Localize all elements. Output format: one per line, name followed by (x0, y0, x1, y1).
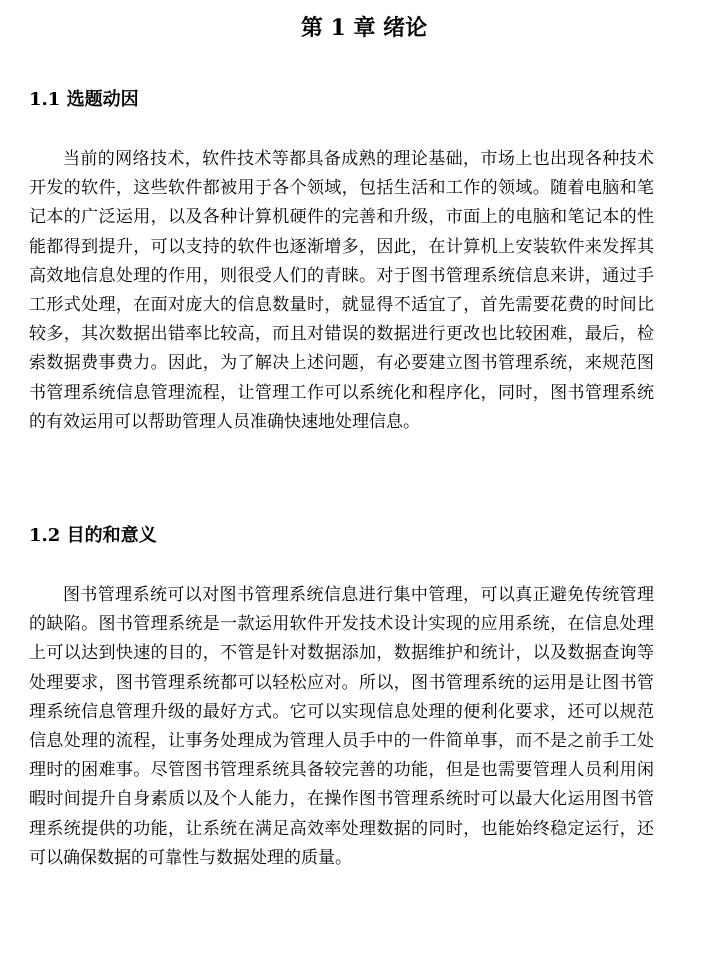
section-heading-motivation: 1.1 选题动因 (29, 89, 139, 110)
section-paragraph-purpose: 图书管理系统可以对图书管理系统信息进行集中管理，可以真正避免传统管理的缺陷。图书管理系统是一款运用软件开发技术设计实现的应用系统，在信息处理上可以达到快速的目的，不管是针对数据添加，数据维护和统计，以及数据查询等处理要求，图书管理系统都可以轻松应对。所以，图书管理系统的运用是让图书管理系统信息管理升级的最好方式。它可以实现信息处理的便利化要求，还可以规范信息处理的流程，让事务处理成为管理人员手中的一件简单事，而不是之前手工处理时的困难事。尽管图书管理系统具备较完善的功能，但是也需要管理人员利用闲暇时间提升自身素质以及个人能力，在操作图书管理系统时可以最大化运用图书管理系统提供的功能，让系统在满足高效率处理数据的同时，也能始终稳定运行，还可以确保数据的可靠性与数据处理的质量。 (29, 585, 654, 868)
section-paragraph-motivation: 当前的网络技术，软件技术等都具备成熟的理论基础，市场上也出现各种技术开发的软件，这些软件都被用于各个领域，包括生活和工作的领域。随着电脑和笔记本的广泛运用，以及各种计算机硬件的完善和升级，市面上的电脑和笔记本的性能都得到提升，可以支持的软件也逐渐增多，因此，在计算机上安装软件来发挥其高效地信息处理的作用，则很受人们的青睐。对于图书管理系统信息来讲，通过手工形式处理，在面对庞大的信息数量时，就显得不适宜了，首先需要花费的时间比较多，其次数据出错率比较高，而且对错误的数据进行更改也比较困难，最后，检索数据费事费力。因此，为了解决上述问题，有必要建立图书管理系统，来规范图书管理系统信息管理流程，让管理工作可以系统化和程序化，同时，图书管理系统的有效运用可以帮助管理人员准确快速地处理信息。 (29, 149, 654, 432)
chapter-title: 第 1 章 绪论 (300, 15, 428, 41)
section-heading-purpose: 1.2 目的和意义 (29, 525, 157, 546)
